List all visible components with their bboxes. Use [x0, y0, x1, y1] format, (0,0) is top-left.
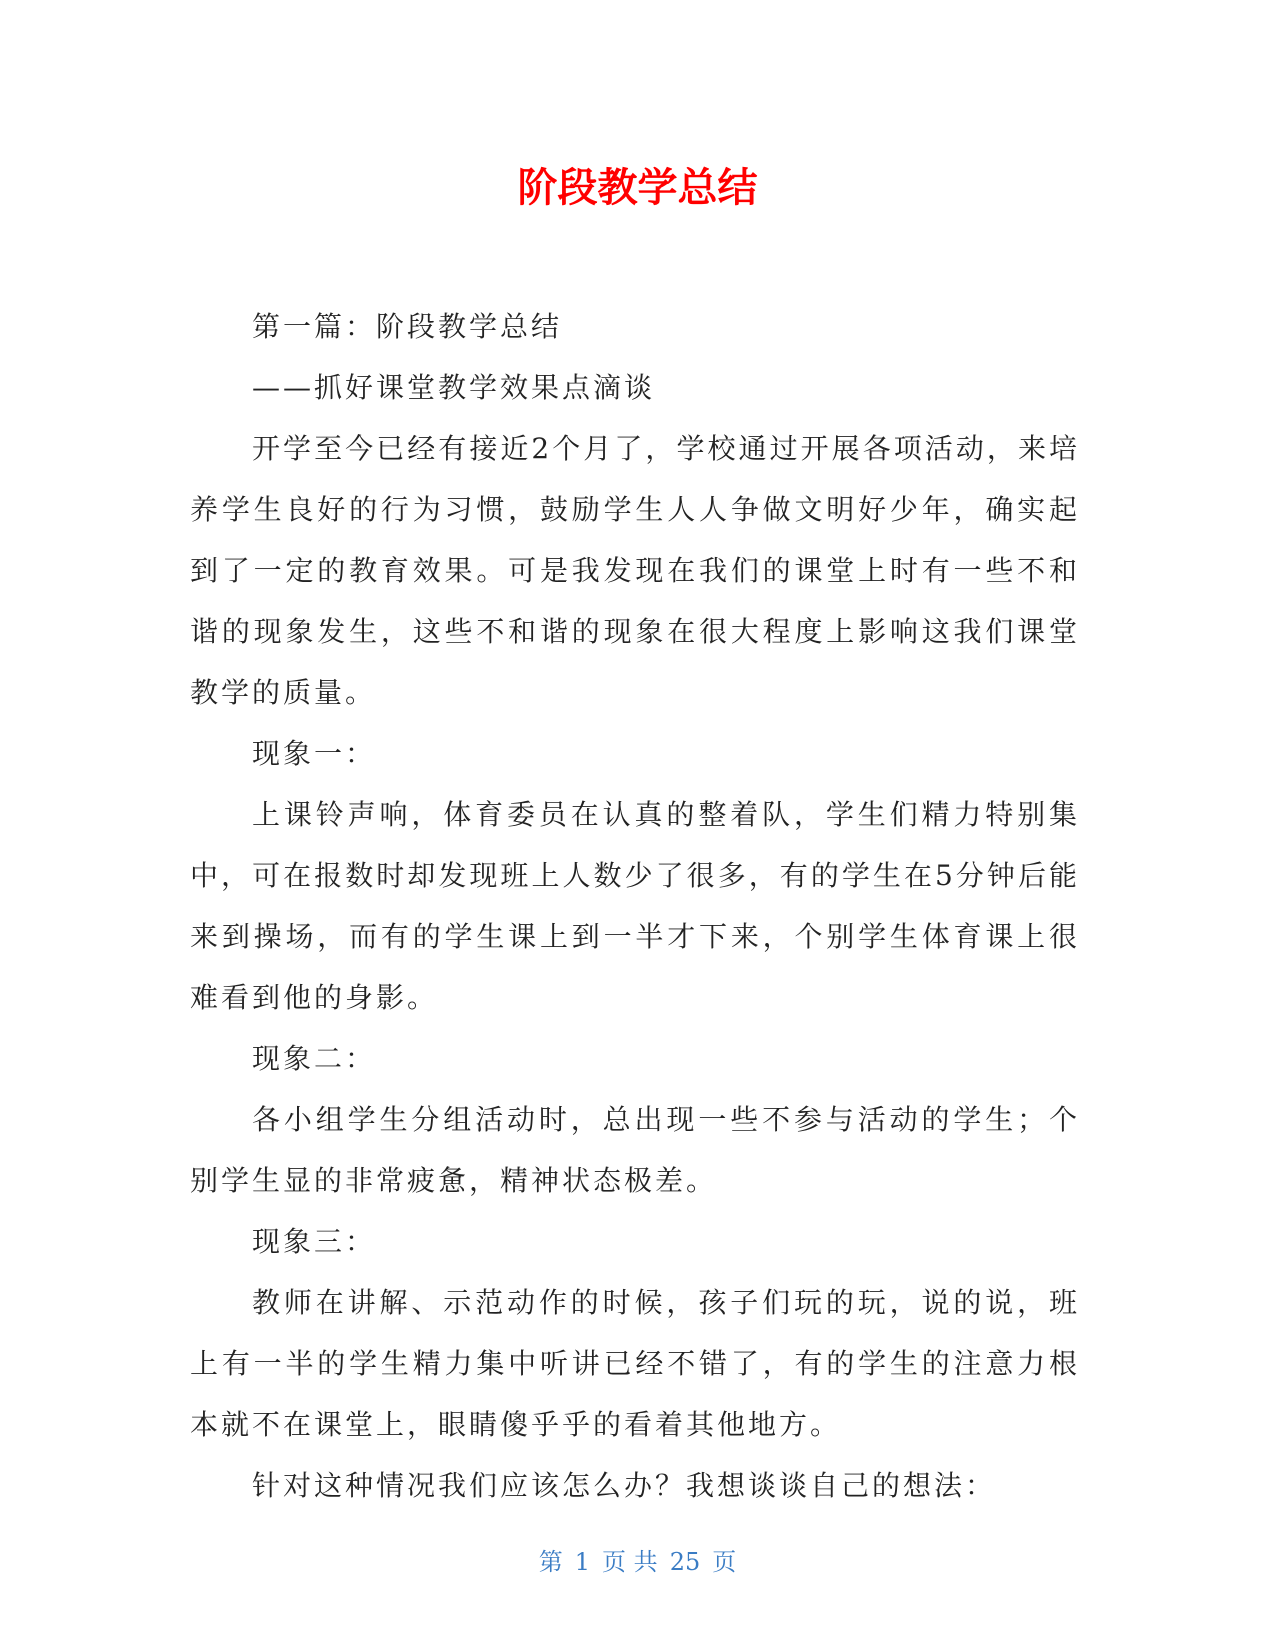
section-heading: 第一篇：阶段教学总结 — [252, 310, 563, 343]
document-body — [190, 296, 1080, 1516]
document-title: 阶段教学总结 — [517, 165, 758, 211]
footer-suffix: 页 — [712, 1548, 737, 1576]
phenomenon-heading-2: 现象二： — [252, 1042, 377, 1075]
footer-total-pages: 25 — [669, 1548, 701, 1576]
paragraph: 上课铃声响，体育委员在认真的整着队，学生们精力特别集中，可在报数时却发现班上人数少了很多，有的学生在5分钟后能来到操场，而有的学生课上到一半才下来，个别学生体育课上很难看到他的身影。 — [190, 798, 1080, 1014]
phenomenon-heading-1: 现象一： — [252, 737, 377, 770]
section-subtitle: ——抓好课堂教学效果点滴谈 — [252, 371, 656, 404]
footer-page-number: 1 — [574, 1548, 591, 1576]
page-footer — [0, 1545, 1275, 1579]
paragraph: 教师在讲解、示范动作的时候，孩子们玩的玩，说的说，班上有一半的学生精力集中听讲已经不错了，有的学生的注意力根本就不在课堂上，眼睛傻乎乎的看着其他地方。 — [190, 1286, 1080, 1441]
footer-prefix: 第 — [538, 1548, 563, 1576]
footer-middle: 页 共 — [602, 1548, 658, 1576]
phenomenon-heading-3: 现象三： — [252, 1225, 377, 1258]
paragraph: 各小组学生分组活动时，总出现一些不参与活动的学生；个别学生显的非常疲惫，精神状态极差。 — [190, 1103, 1080, 1197]
paragraph: 针对这种情况我们应该怎么办？我想谈谈自己的想法： — [252, 1469, 997, 1502]
paragraph: 开学至今已经有接近2个月了，学校通过开展各项活动，来培养学生良好的行为习惯，鼓励学生人人争做文明好少年，确实起到了一定的教育效果。可是我发现在我们的课堂上时有一些不和谐的现象发生，这些不和谐的现象在很大程度上影响这我们课堂教学的质量。 — [190, 432, 1080, 709]
